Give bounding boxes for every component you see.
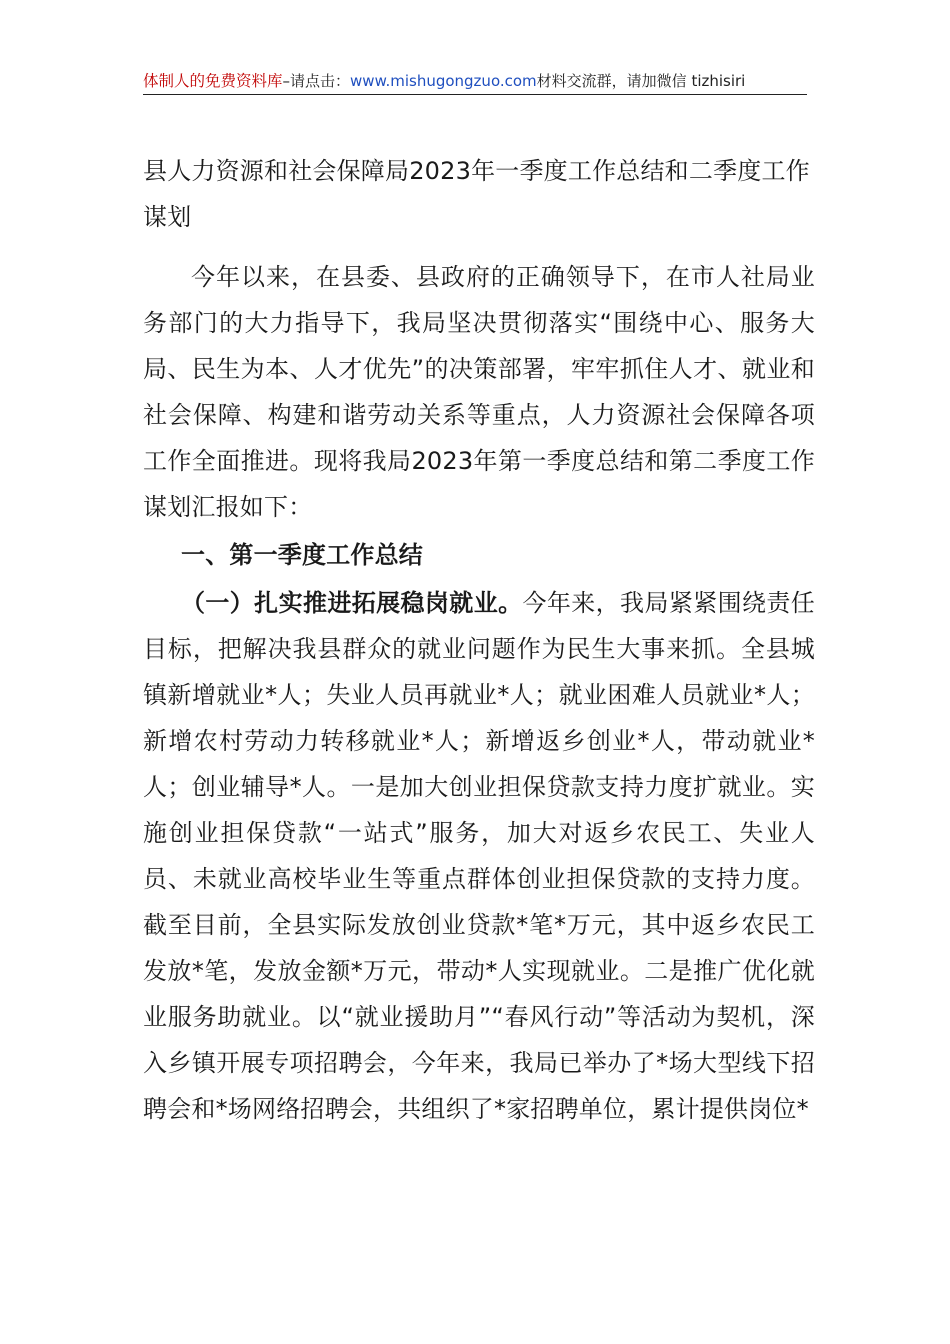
intro-paragraph: 今年以来，在县委、县政府的正确领导下，在市人社局业务部门的大力指导下，我局坚决贯彻落实“围绕中心、服务大局、民生为本、人才优先”的决策部署，牢牢抓住人才、就业和社会保障、构建和谐劳动关系等重点，人力资源社会保障各项工作全面推进。现将我局2023年第一季度总结和第二季度工作谋划汇报如下：: [143, 263, 815, 521]
document-body: [143, 148, 815, 1132]
subsection-lead-1: （一）扎实推进拓展稳岗就业。: [181, 589, 523, 617]
header-wechat-note: 材料交流群，请加微信 tizhisiri: [536, 72, 746, 90]
header-prompt: –请点击：: [282, 72, 351, 90]
subsection-paragraph-1: [143, 580, 815, 1132]
subsection-body-1: 今年来，我局紧紧围绕责任目标，把解决我县群众的就业问题作为民生大事来抓。全县城镇新增就业*人；失业人员再就业*人；就业困难人员就业*人；新增农村劳动力转移就业*人；新增返乡创业*人，带动就业*人；创业辅导*人。一是加大创业担保贷款支持力度扩就业。实施创业担保贷款“一站式”服务，加大对返乡农民工、失业人员、未就业高校毕业生等重点群体创业担保贷款的支持力度。截至目前，全县实际发放创业贷款*笔*万元，其中返乡农民工发放*笔，发放金额*万元，带动*人实现就业。二是推广优化就业服务助就业。以“就业援助月”“春风行动”等活动为契机，深入乡镇开展专项招聘会，今年来，我局已举办了*场大型线下招聘会和*场网络招聘会，共组织了*家招聘单位，累计提供岗位*: [143, 589, 815, 1123]
section-heading-1: 一、第一季度工作总结: [181, 541, 423, 569]
document-title: 县人力资源和社会保障局2023年一季度工作总结和二季度工作谋划: [143, 157, 810, 231]
header-url-link[interactable]: www.mishugongzuo.com: [350, 72, 537, 90]
page-header: [143, 68, 807, 95]
header-brand: 体制人的免费资料库: [143, 72, 283, 90]
